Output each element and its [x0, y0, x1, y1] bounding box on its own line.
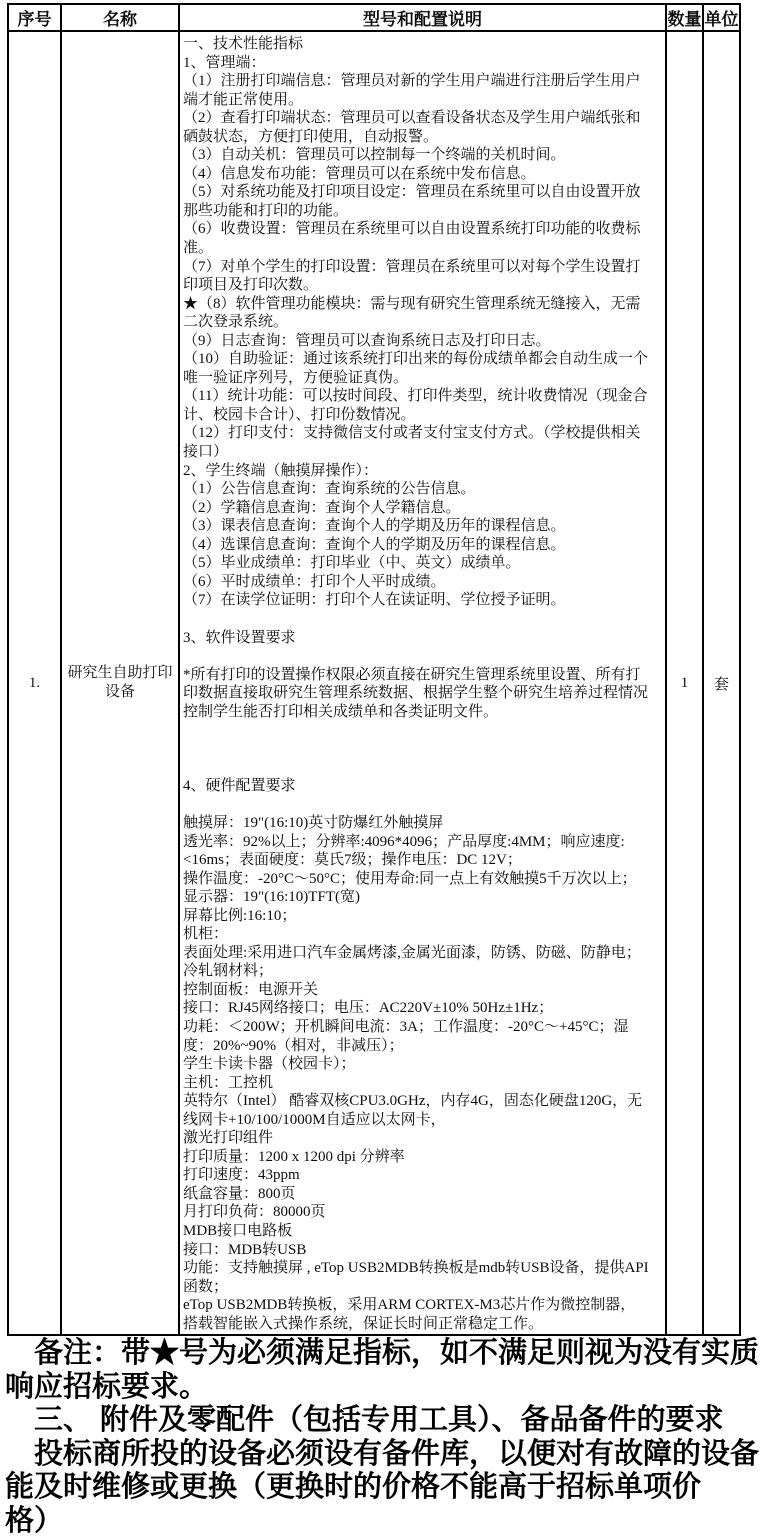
spec-line: 函数；: [183, 1278, 663, 1297]
row-unit-cell: 套: [703, 31, 740, 1335]
table-header-row: [8, 4, 740, 31]
spec-line: eTop USB2MDB转换板，采用ARM CORTEX-M3芯片作为微控制器，: [183, 1296, 663, 1315]
spec-line: 接口：MDB转USB: [183, 1241, 663, 1260]
spec-line: （4）信息发布功能：管理员可以在系统中发布信息。: [183, 165, 663, 184]
note-line: 投标商所投的设备必须设有备件库，以便对有故障的设备: [5, 1438, 777, 1472]
spec-line: 3、软件设置要求: [183, 629, 663, 648]
spec-line: <16ms；表面硬度：莫氏7级；操作电压：DC 12V；: [183, 851, 663, 870]
spec-line: [183, 721, 663, 740]
spec-line: （9）日志查询：管理员可以查询系统日志及打印日志。: [183, 332, 663, 351]
spec-line: （10）自助验证：通过该系统打印出来的每份成绩单都会自动生成一个: [183, 350, 663, 369]
spec-lines-container: [183, 35, 663, 1333]
spec-line: 冷轧钢材料；: [183, 962, 663, 981]
column-header-qty: 数量: [666, 4, 703, 31]
spec-line: 线网卡+10/100/1000M自适应以太网卡，: [183, 1111, 663, 1130]
spec-line: 4、硬件配置要求: [183, 777, 663, 796]
spec-line: [183, 758, 663, 777]
spec-line: MDB接口电路板: [183, 1222, 663, 1241]
spec-line: （11）统计功能：可以按时间段、打印件类型，统计收费情况（现金合: [183, 387, 663, 406]
spec-line: [183, 610, 663, 629]
column-header-spec: 型号和配置说明: [179, 4, 666, 31]
row-qty-cell: 1: [666, 31, 703, 1335]
spec-line: 功能：支持触摸屏 , eTop USB2MDB转换板是mdb转USB设备，提供API: [183, 1259, 663, 1278]
spec-line: 纸盒容量：800页: [183, 1185, 663, 1204]
spec-line: 显示器：19"(16:10)TFT(宽): [183, 888, 663, 907]
spec-line: 端才能正常使用。: [183, 91, 663, 110]
note-line: 响应招标要求。: [5, 1371, 777, 1405]
column-header-name: 名称: [61, 4, 179, 31]
spec-line: （6）平时成绩单：打印个人平时成绩。: [183, 573, 663, 592]
spec-line: （2）查看打印端状态：管理员可以查看设备状态及学生用户端纸张和: [183, 109, 663, 128]
spec-line: 月打印负荷：80000页: [183, 1203, 663, 1222]
note-line: 格）: [5, 1505, 777, 1538]
spec-line: 度：20%~90%（相对，非减压）；: [183, 1037, 663, 1056]
equipment-spec-table: [7, 3, 741, 1336]
column-header-unit: 单位: [703, 4, 740, 31]
spec-line: 印数据直接取研究生管理系统数据、根据学生整个研究生培养过程情况: [183, 684, 663, 703]
spec-line: 触摸屏：19"(16:10)英寸防爆红外触摸屏: [183, 814, 663, 833]
spec-line: 计、校园卡合计）、打印份数情况。: [183, 406, 663, 425]
spec-line: 印项目及打印次数。: [183, 276, 663, 295]
spec-line: 操作温度：-20°C～50°C；使用寿命:同一点上有效触摸5千万次以上；: [183, 870, 663, 889]
spec-line: 控制面板：电源开关: [183, 981, 663, 1000]
spec-line: 打印速度：43ppm: [183, 1166, 663, 1185]
row-index-cell: 1.: [8, 31, 61, 1335]
spec-line: （5）毕业成绩单：打印毕业（中、英文）成绩单。: [183, 554, 663, 573]
spec-line: 激光打印组件: [183, 1129, 663, 1148]
spec-line: 搭载智能嵌入式操作系统，保证长时间正常稳定工作。: [183, 1315, 663, 1334]
spec-line: （12）打印支付：支持微信支付或者支付宝支付方式。（学校提供相关: [183, 424, 663, 443]
spec-line: （7）在读学位证明：打印个人在读证明、学位授予证明。: [183, 591, 663, 610]
spec-line: 接口：RJ45网络接口；电压：AC220V±10% 50Hz±1Hz；: [183, 999, 663, 1018]
spec-line: 硒鼓状态，方便打印使用，自动报警。: [183, 128, 663, 147]
note-line: 三、 附件及零配件（包括专用工具）、备品备件的要求: [5, 1404, 777, 1438]
spec-line: （5）对系统功能及打印项目设定：管理员在系统里可以自由设置开放: [183, 183, 663, 202]
spec-line: 主机：工控机: [183, 1074, 663, 1093]
spec-line: 英特尔（Intel） 酷睿双核CPU3.0GHz，内存4G，固态化硬盘120G，无: [183, 1092, 663, 1111]
spec-line: 机柜：: [183, 925, 663, 944]
spec-line: *所有打印的设置操作权限必须直接在研究生管理系统里设置、所有打: [183, 666, 663, 685]
spec-line: ★（8）软件管理功能模块：需与现有研究生管理系统无缝接入，无需: [183, 295, 663, 314]
spec-line: 一、技术性能指标: [183, 35, 663, 54]
footer-notes: [5, 1337, 777, 1538]
spec-line: 屏幕比例:16:10；: [183, 907, 663, 926]
spec-line: 唯一验证序列号，方便验证真伪。: [183, 369, 663, 388]
spec-line: 准。: [183, 239, 663, 258]
spec-line: [183, 795, 663, 814]
note-line: 能及时维修或更换（更换时的价格不能高于招标单项价: [5, 1471, 777, 1505]
spec-line: 功耗：＜200W；开机瞬间电流：3A；工作温度：-20°C～+45°C；湿: [183, 1018, 663, 1037]
spec-line: 表面处理:采用进口汽车金属烤漆,金属光面漆，防锈、防磁、防静电；: [183, 944, 663, 963]
spec-line: 透光率：92%以上；分辨率:4096*4096；产品厚度:4MM；响应速度:: [183, 833, 663, 852]
spec-line: 二次登录系统。: [183, 313, 663, 332]
spec-line: （2）学籍信息查询：查询个人学籍信息。: [183, 499, 663, 518]
note-line: 备注：带★号为必须满足指标，如不满足则视为没有实质: [5, 1337, 777, 1371]
column-header-index: 序号: [8, 4, 61, 31]
spec-line: 那些功能和打印的功能。: [183, 202, 663, 221]
spec-line: 学生卡读卡器（校园卡）；: [183, 1055, 663, 1074]
spec-line: （3）课表信息查询：查询个人的学期及历年的课程信息。: [183, 517, 663, 536]
spec-line: （4）选课信息查询：查询个人的学期及历年的课程信息。: [183, 536, 663, 555]
spec-line: 1、管理端：: [183, 54, 663, 73]
spec-line: （7）对单个学生的打印设置：管理员在系统里可以对每个学生设置打: [183, 258, 663, 277]
table-row: [8, 31, 740, 1335]
spec-line: [183, 647, 663, 666]
spec-line: （1）公告信息查询：查询系统的公告信息。: [183, 480, 663, 499]
spec-line: （3）自动关机：管理员可以控制每一个终端的关机时间。: [183, 146, 663, 165]
spec-line: 接口）: [183, 443, 663, 462]
spec-line: 控制学生能否打印相关成绩单和各类证明文件。: [183, 703, 663, 722]
spec-line: （6）收费设置：管理员在系统里可以自由设置系统打印功能的收费标: [183, 220, 663, 239]
spec-line: 2、学生终端（触摸屏操作）：: [183, 462, 663, 481]
spec-line: 打印质量：1200 x 1200 dpi 分辨率: [183, 1148, 663, 1167]
row-spec-cell: [179, 31, 666, 1335]
spec-line: （1）注册打印端信息：管理员对新的学生用户端进行注册后学生用户: [183, 72, 663, 91]
spec-line: [183, 740, 663, 759]
row-name-cell: 研究生自助打印设备: [61, 31, 179, 1335]
